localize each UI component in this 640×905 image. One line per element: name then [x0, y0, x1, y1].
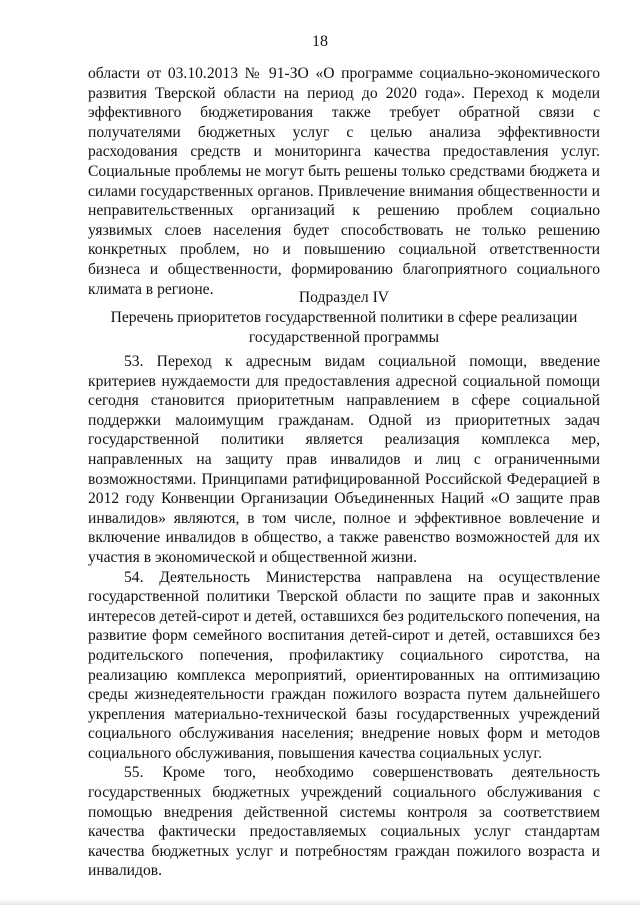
intro-block	[88, 64, 600, 299]
section-heading	[88, 288, 600, 348]
paragraph-54: 54. Деятельность Министерства направлена на осуществление государственной политики Тверской области по защите прав и законных интересов детей-сирот и детей, оставшихся без родительского попечения, на развитие форм семейного воспитания детей-сирот и детей, оставшихся без родительского попечения, профилактику социального сиротства, на реализацию комплекса мероприятий, ориентированных на оптимизацию среды жизнедеятельности граждан пожилого возраста путем дальнейшего укрепления материально-технической базы государственных учреждений социального обслуживания населения; внедрение новых форм и методов социального обслуживания, повышения качества социальных услуг.	[88, 568, 600, 762]
paragraph-list	[88, 352, 600, 881]
paragraph-53: 53. Переход к адресным видам социальной помощи, введение критериев нуждаемости для предоставления адресной социальной помощи сегодня становится приоритетным направлением в сфере социальной поддержки малоимущим гражданам. Одной из приоритетных задач государственной политики является реализация комплекса мер, направленных на защиту прав инвалидов и лиц с ограниченными возможностями. Принципами ратифицированной Российской Федерацией в 2012 году Конвенции Организации Объединенных Наций «О защите прав инвалидов» являются, в том числе, полное и эффективное вовлечение и включение инвалидов в общество, а также равенство возможностей для их участия в экономической и общественной жизни.	[88, 353, 600, 566]
section-title: Перечень приоритетов государственной политики в сфере реализации государственной программы	[110, 309, 578, 346]
scan-edge	[0, 899, 640, 905]
section-label: Подраздел IV	[298, 289, 390, 306]
intro-paragraph: области от 03.10.2013 № 91-ЗО «О программе социально-экономического развития Тверской области на период до 2020 года». Переход к модели эффективного бюджетирования также требует обратной связи с получателями бюджетных услуг с целью анализа эффективности расходования средств и мониторинга качества предоставления услуг. Социальные проблемы не могут быть решены только средствами бюджета и силами государственных органов. Привлечение внимания общественности и неправительственных организаций к решению проблем социально уязвимых слоев населения будет способствовать не только решению конкретных проблем, но и повышению социальной ответственности бизнеса и общественности, формированию благоприятного социального климата в регионе.	[88, 65, 600, 298]
paragraph-55: 55. Кроме того, необходимо совершенствовать деятельность государственных бюджетных учреждений социального обслуживания с помощью внедрения действенной системы контроля за соответствием качества фактически предоставляемых социальных услуг стандартам качества бюджетных услуг и потребностям граждан пожилого возраста и инвалидов.	[88, 764, 600, 880]
page-number: 18	[312, 33, 328, 50]
